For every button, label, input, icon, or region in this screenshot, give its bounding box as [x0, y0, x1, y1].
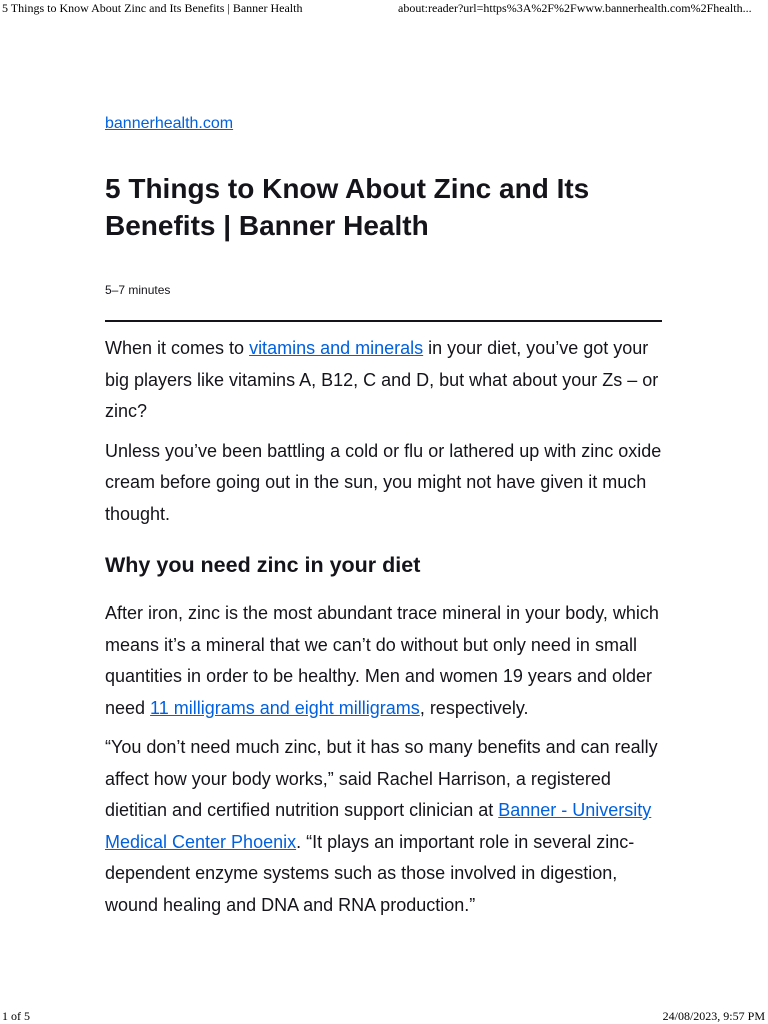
- article-title: 5 Things to Know About Zinc and Its Benefits | Banner Health: [105, 173, 590, 241]
- vitamins-and-minerals-link[interactable]: vitamins and minerals: [249, 338, 424, 358]
- reading-time: 5–7 minutes: [105, 283, 171, 297]
- zinc-dosage-link[interactable]: 11 milligrams and eight milligrams: [150, 697, 420, 718]
- header-divider: [105, 320, 662, 322]
- print-header-url: about:reader?url=https%3A%2F%2Fwww.bannerhealth.com%2Fhealth...: [398, 1, 752, 15]
- section-heading: Why you need zinc in your diet: [105, 553, 421, 577]
- print-header-title: 5 Things to Know About Zinc and Its Benefits | Banner Health: [2, 1, 303, 15]
- paragraph-text: in your diet, you’ve got your big players like vitamins A, B12, C and D, but what about your Zs – or zinc?: [105, 338, 659, 421]
- paragraph-text: “You don’t need much zinc, but it has so many benefits and can really affect how your body works,” said Rachel Harrison, a registered dietitian and certified nutrition support clinician at: [105, 737, 658, 820]
- print-datetime: 24/08/2023, 9:57 PM: [662, 1009, 765, 1023]
- article-paragraph: [105, 598, 665, 724]
- article-paragraph: [105, 333, 665, 428]
- paragraph-text: When it comes to: [105, 338, 250, 358]
- print-footer: [0, 1008, 768, 1024]
- banner-medical-center-link[interactable]: Banner - University Medical Center Phoenix: [105, 800, 652, 852]
- source-domain-link[interactable]: bannerhealth.com: [105, 115, 234, 132]
- paragraph-text: . “It plays an important role in several zinc-dependent enzyme systems such as those involved in digestion, wound healing and DNA and RNA production.”: [105, 831, 635, 915]
- print-header: [0, 0, 768, 18]
- article-content: [105, 333, 665, 929]
- paragraph-text: , respectively.: [419, 697, 529, 718]
- article-paragraph: Unless you’ve been battling a cold or flu or lathered up with zinc oxide cream before going out in the sun, you might not have given it much thought.: [105, 440, 662, 524]
- page-number: 1 of 5: [2, 1009, 30, 1023]
- article-paragraph: [105, 732, 665, 921]
- paragraph-text: After iron, zinc is the most abundant trace mineral in your body, which means it’s a mineral that we can’t do without but only need in small quantities in order to be healthy. Men and women 19 years and older need: [105, 603, 659, 718]
